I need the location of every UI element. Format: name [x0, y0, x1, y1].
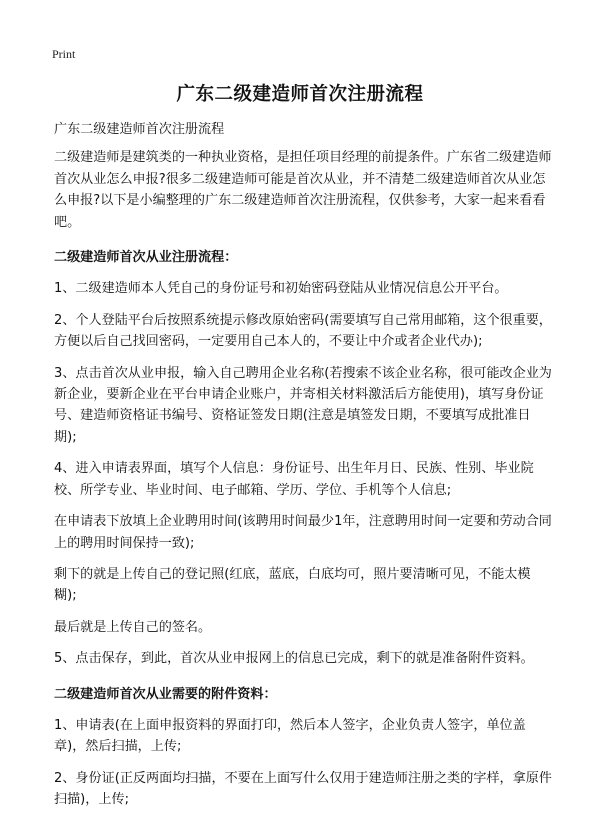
step-paragraph: 2、个人登陆平台后按照系统提示修改原始密码(需要填写自己常用邮箱，这个很重要，方便以后自己找回密码，一定要用自己本人的，不要让中介或者企业代办); — [54, 312, 552, 350]
section-heading-attachments: 二级建造师首次从业需要的附件资料： — [54, 686, 277, 702]
step-paragraph: 5、点击保存，到此，首次从业申报网上的信息已完成，剩下的就是准备附件资料。 — [54, 651, 534, 667]
page-title: 广东二级建造师首次注册流程 — [176, 84, 424, 105]
step-paragraph: 在申请表下放填上企业聘用时间(该聘用时间最少1年，注意聘用时间一定要和劳动合同上的聘用时间保持一致); — [54, 514, 552, 551]
step-paragraph: 3、点击首次从业申报，输入自己聘用企业名称(若搜索不该企业名称，很可能改企业为新企业，要新企业在平台申请企业账户，并寄相关材料激活后方能使用)，填写身份证号、建造师资格证书编号、资格证签发日期(注意是填签发日期，不要填写成批准日期); — [54, 365, 552, 445]
intro-paragraph: 二级建造师是建筑类的一种执业资格，是担任项目经理的前提条件。广东省二级建造师首次从业怎么申报?很多二级建造师可能是首次从业，并不清楚二级建造师首次从业怎么申报?以下是小编整理的广东二级建造师首次注册流程，仅供参考，大家一起来看看吧。 — [54, 150, 552, 230]
attachment-paragraph: 2、身份证(正反两面均扫描，不要在上面写什么仅用于建造师注册之类的字样，拿原件扫描)，上传; — [54, 770, 552, 808]
article-subtitle: 广东二级建造师首次注册流程 — [54, 122, 225, 137]
step-paragraph: 最后就是上传自己的签名。 — [54, 619, 212, 635]
section-heading-registration: 二级建造师首次从业注册流程： — [54, 250, 238, 266]
step-paragraph: 剩下的就是上传自己的登记照(红底，蓝底，白底均可，照片要清晰可见，不能太模糊); — [54, 566, 531, 604]
attachment-paragraph: 1、申请表(在上面申报资料的界面打印，然后本人签字，企业负责人签字，单位盖章)，然后扫描，上传; — [54, 717, 526, 755]
step-paragraph: 4、进入申请表界面，填写个人信息：身份证号、出生年月日、民族、性别、毕业院校、所学专业、毕业时间、电子邮箱、学历、学位、手机等个人信息; — [54, 461, 534, 498]
article-body — [54, 119, 552, 821]
step-paragraph: 1、二级建造师本人凭自己的身份证号和初始密码登陆从业情况信息公开平台。 — [54, 281, 508, 297]
print-link[interactable]: Print — [52, 47, 76, 61]
